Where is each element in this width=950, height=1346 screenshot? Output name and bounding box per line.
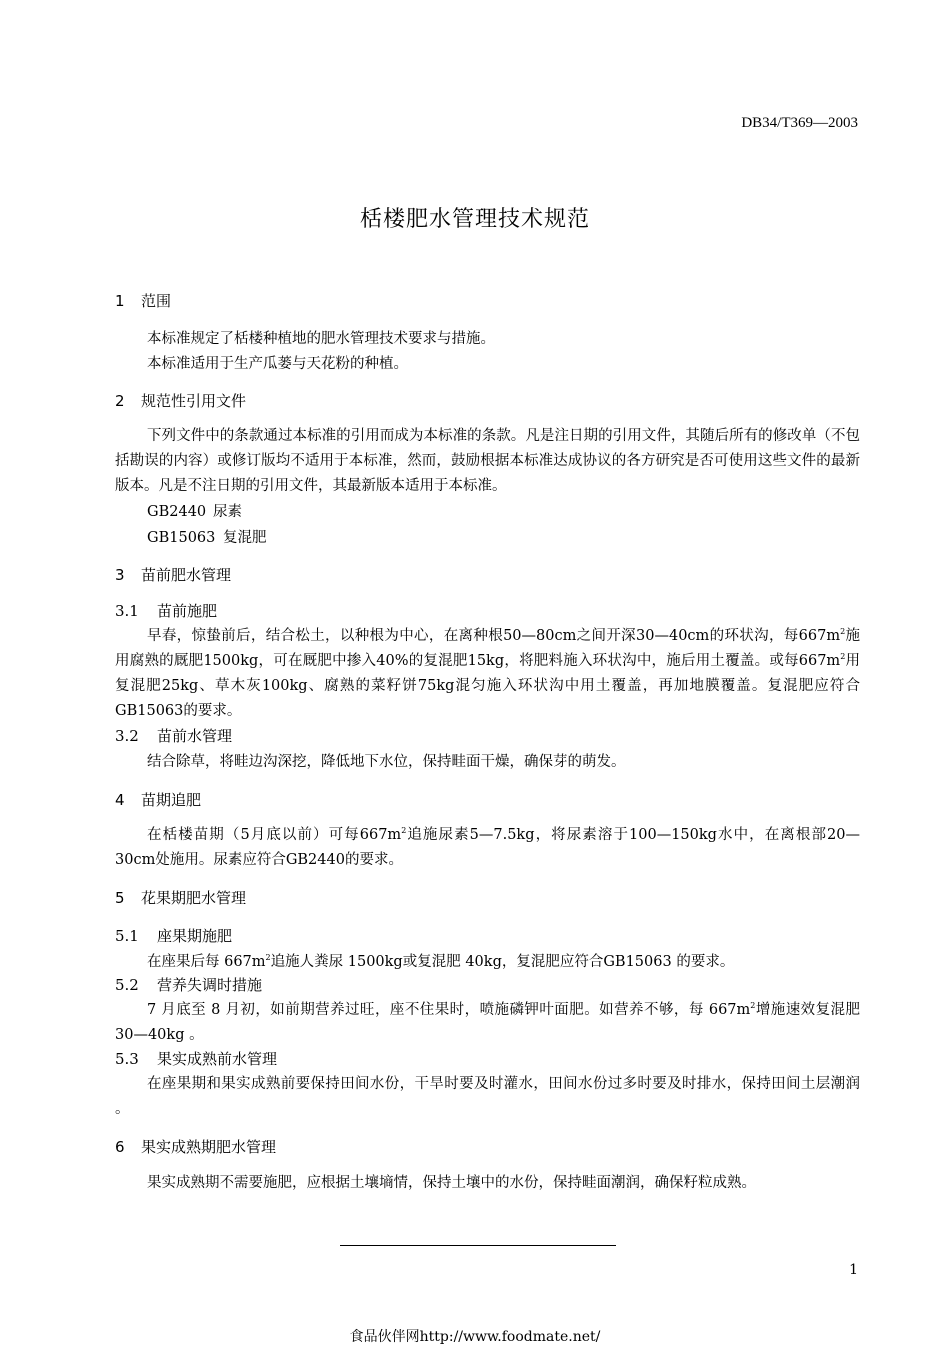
paragraph: 在座果期和果实成熟前要保持田间水份，干旱时要及时灌水，田间水份过多时要及时排水，保持田间土层潮润 。 [115,1076,860,1117]
subsection-number: 5.1 [115,927,139,945]
section-number: 3 [115,566,125,584]
subsection-number: 5.2 [115,976,139,994]
paragraph: 本标准规定了栝楼种植地的肥水管理技术要求与措施。 [147,331,495,347]
reference-item [147,526,267,547]
section-2-heading [115,390,246,411]
subsection-title: 座果期施肥 [157,927,233,945]
paragraph: 果实成熟期不需要施肥，应根据土壤墒情，保持土壤中的水份，保持畦面潮润，确保籽粒成熟。 [147,1175,756,1191]
page-title: 栝楼肥水管理技术规范 [359,207,590,232]
section-title: 规范性引用文件 [141,392,247,410]
section-title: 范围 [141,292,172,310]
section-4-heading [115,789,201,810]
subsection-5-1-heading [115,925,232,946]
reference-name: 尿素 [213,504,242,520]
reference-item [147,500,242,521]
subsection-title: 苗前施肥 [157,602,218,620]
section-1-heading [115,290,171,311]
paragraph: 在栝楼苗期（5月底以前）可每$667m^2$追施尿素5—7.5kg，将尿素溶于100—150kg水中，在离根部20—30cm处施用。尿素应符合GB2440的要求。 [115,826,860,868]
document-code: DB34/T369—2003 [741,115,858,131]
paragraph: 本标准适用于生产瓜蒌与天花粉的种植。 [147,356,408,372]
subsection-title: 果实成熟前水管理 [157,1050,278,1068]
section-number: 1 [115,292,125,310]
section-3-heading [115,564,231,585]
paragraph: 结合除草，将畦边沟深挖，降低地下水位，保持畦面干燥，确保芽的萌发。 [147,754,626,770]
footer-watermark[interactable]: 食品伙伴网http://www.foodmate.net/ [349,1329,601,1345]
subsection-title: 营养失调时措施 [157,976,263,994]
paragraph: 7 月底至 8 月初，如前期营养过旺，座不住果时，喷施磷钾叶面肥。如营养不够，每 $667m^2$增施速效复混肥 30—40kg 。 [115,1001,861,1043]
paragraph: 下列文件中的条款通过本标准的引用而成为本标准的条款。凡是注日期的引用文件，其随后所有的修改单（不包括勘误的内容）或修订版均不适用于本标准，然而，鼓励根据本标准达成协议的各方研究是否可使用这些文件的最新版本。凡是不注日期的引用文件，其最新版本适用于本标准。 [115,428,860,494]
subsection-3-2-heading [115,725,232,746]
subsection-number: 3.1 [115,602,139,620]
reference-code: GB2440 [147,504,207,520]
section-number: 6 [115,1138,125,1156]
subsection-number: 3.2 [115,727,139,745]
paragraph: 早春，惊蛰前后，结合松土，以种根为中心，在离种根50—80cm之间开深30—40cm的环状沟，每$667m^2$施用腐熟的厩肥1500kg，可在厩肥中掺入40%的复混肥15kg，将肥料施入环状沟中，施后用土覆盖。或每$667m^2$用复混肥25kg、草木灰100kg、腐熟的菜籽饼75kg混匀施入环状沟中用土覆盖，再加地膜覆盖。复混肥应符合GB15063的要求。 [115,627,861,719]
subsection-number: 5.3 [115,1050,139,1068]
section-number: 4 [115,791,125,809]
subsection-5-3-heading [115,1048,277,1069]
reference-name: 复混肥 [223,530,267,546]
section-title: 苗期追肥 [141,791,202,809]
section-title: 花果期肥水管理 [141,889,247,907]
reference-code: GB15063 [147,530,216,546]
subsection-5-2-heading [115,974,262,995]
section-title: 果实成熟期肥水管理 [141,1138,277,1156]
section-6-heading [115,1136,276,1157]
subsection-title: 苗前水管理 [157,727,233,745]
end-rule [340,1245,616,1246]
page-number: 1 [849,1262,858,1278]
section-5-heading [115,887,246,908]
section-title: 苗前肥水管理 [141,566,232,584]
paragraph: 在座果后每 $667m^2$追施人粪尿 1500kg或复混肥 40kg，复混肥应符合GB15063 的要求。 [147,953,735,970]
section-number: 2 [115,392,125,410]
section-number: 5 [115,889,125,907]
subsection-3-1-heading [115,600,217,621]
